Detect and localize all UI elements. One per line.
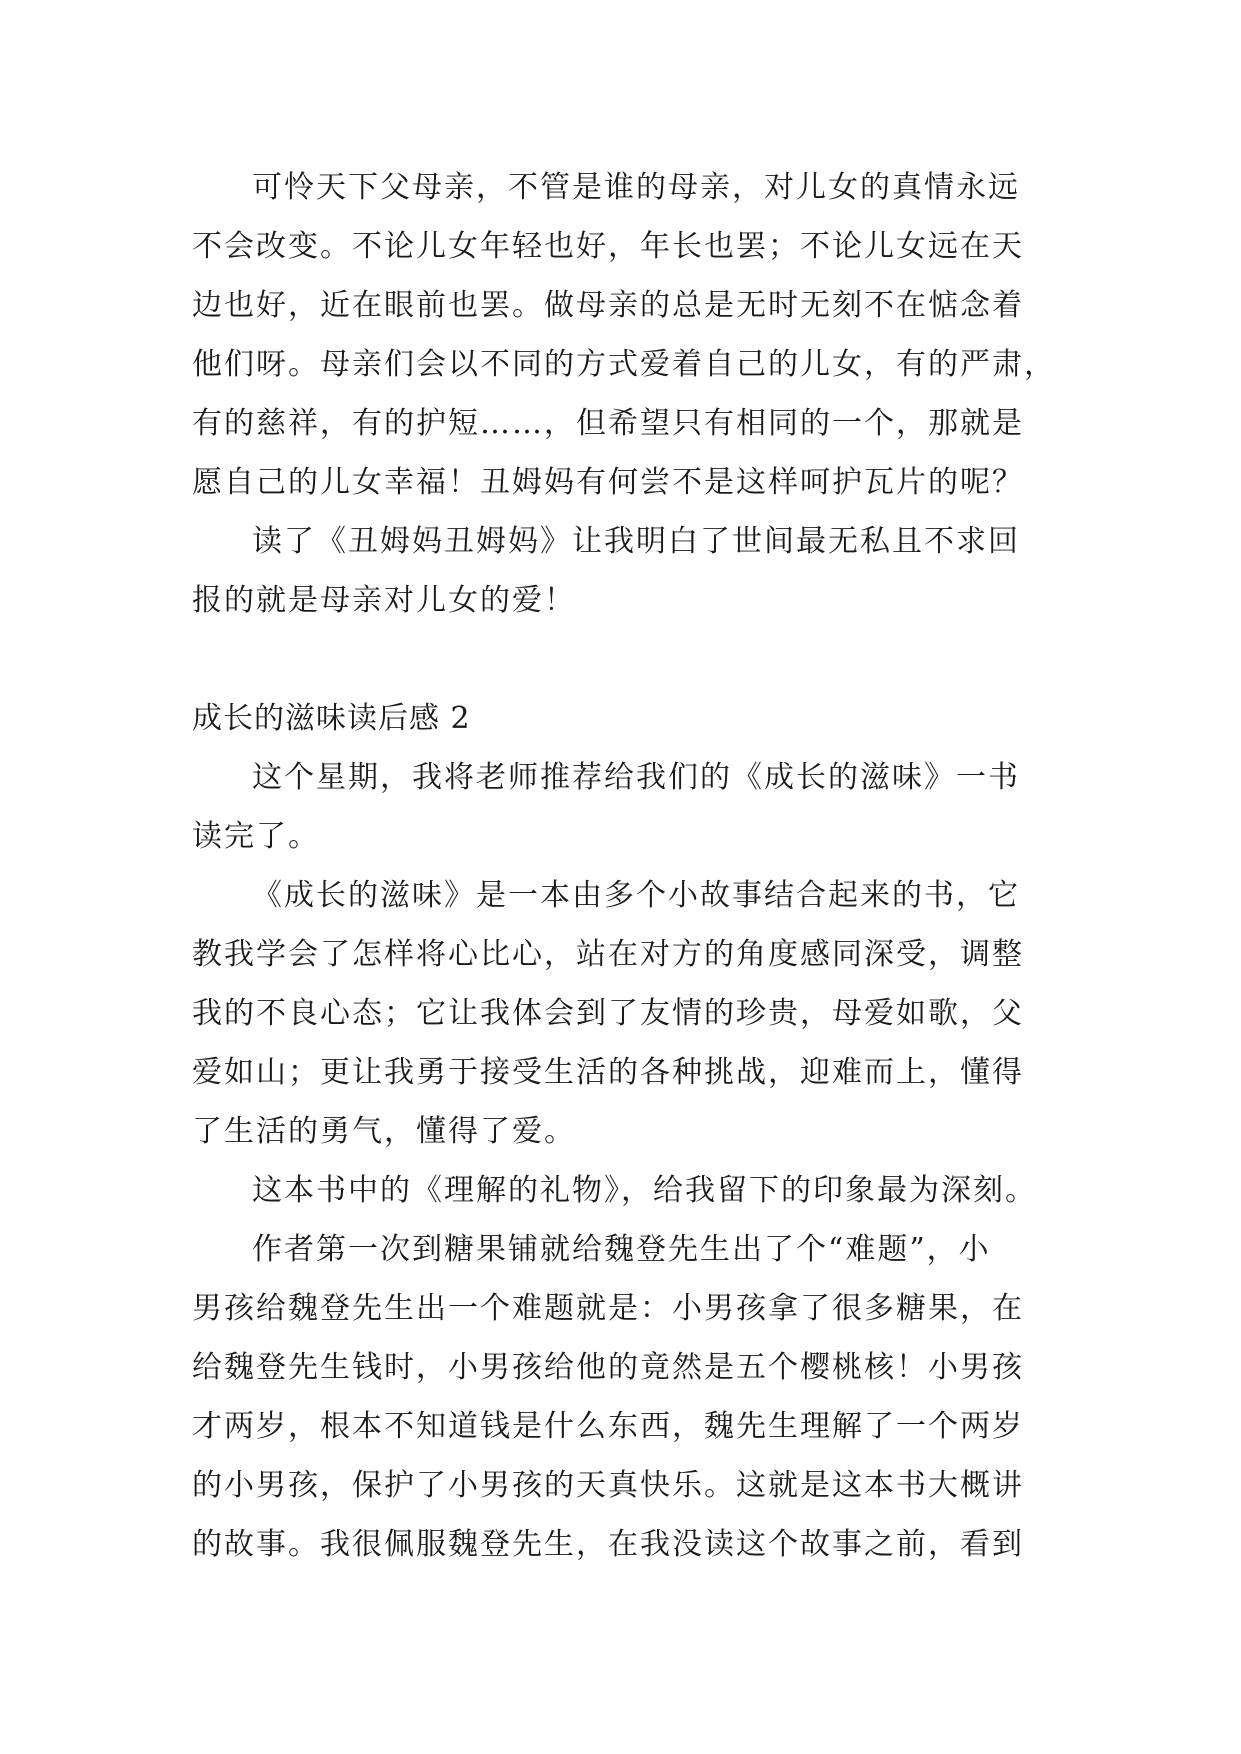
text-line: 不会改变。不论儿女年轻也好，年长也罢；不论儿女远在天 [192, 229, 1024, 264]
text-line: 作者第一次到糖果铺就给魏登先生出了个“难题”，小 [252, 1232, 991, 1267]
text-line: 边也好，近在眼前也罢。做母亲的总是无时无刻不在惦念着 [192, 288, 1024, 323]
text-line: 《成长的滋味》是一本由多个小故事结合起来的书，它 [252, 878, 1020, 913]
text-line: 了生活的勇气，懂得了爱。 [192, 1114, 576, 1149]
text-line: 才两岁，根本不知道钱是什么东西，魏先生理解了一个两岁 [192, 1409, 1024, 1444]
text-line: 读了《丑姆妈丑姆妈》让我明白了世间最无私且不求回 [252, 524, 1020, 559]
text-line: 这本书中的《理解的礼物》，给我留下的印象最为深刻。 [252, 1173, 1037, 1208]
paragraph [192, 1161, 1052, 1220]
paragraph [192, 866, 1052, 1161]
text-line: 他们呀。母亲们会以不同的方式爱着自己的儿女，有的严肃， [192, 347, 1056, 382]
text-line: 愿自己的儿女幸福！丑姆妈有何尝不是这样呵护瓦片的呢？ [192, 465, 1024, 500]
text-line: 的小男孩，保护了小男孩的天真快乐。这就是这本书大概讲 [192, 1468, 1024, 1503]
text-line: 给魏登先生钱时，小男孩给他的竟然是五个樱桃核！小男孩 [192, 1350, 1024, 1385]
text-line: 可怜天下父母亲，不管是谁的母亲，对儿女的真情永远 [252, 170, 1020, 205]
text-line: 教我学会了怎样将心比心，站在对方的角度感同深受，调整 [192, 937, 1024, 972]
paragraph [192, 1220, 1052, 1574]
text-line: 爱如山；更让我勇于接受生活的各种挑战，迎难而上，懂得 [192, 1055, 1024, 1090]
text-line: 读完了。 [192, 819, 320, 854]
paragraph [192, 512, 1052, 630]
text-line: 我的不良心态；它让我体会到了友情的珍贵，母爱如歌，父 [192, 996, 1024, 1031]
text-line: 男孩给魏登先生出一个难题就是：小男孩拿了很多糖果，在 [192, 1291, 1024, 1326]
document-body [192, 158, 1056, 1574]
section-title: 成长的滋味读后感 2 [192, 701, 471, 736]
text-line: 的故事。我很佩服魏登先生，在我没读这个故事之前，看到 [192, 1527, 1024, 1562]
text-line: 有的慈祥，有的护短……，但希望只有相同的一个，那就是 [192, 406, 1024, 441]
text-line: 报的就是母亲对儿女的爱！ [192, 583, 576, 618]
paragraph [192, 748, 1052, 866]
text-line: 这个星期，我将老师推荐给我们的《成长的滋味》一书 [252, 760, 1020, 795]
paragraph [192, 158, 1056, 512]
